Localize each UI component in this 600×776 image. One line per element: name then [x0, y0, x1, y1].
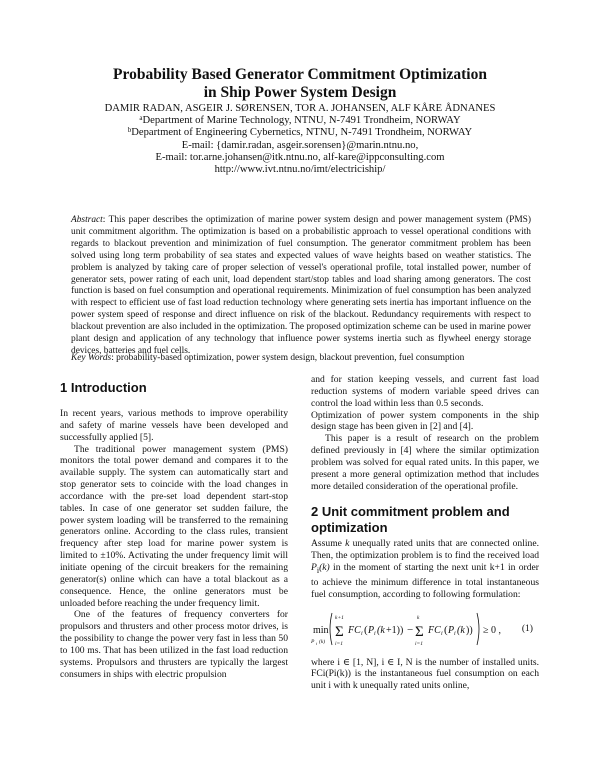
- svg-text:k: k: [417, 614, 420, 621]
- left-column: [60, 380, 288, 680]
- section-1-heading: 1 Introduction: [60, 380, 147, 395]
- affiliation-b: $^b$Department of Engineering Cybernetics, NTNU, N-7491 Trondheim, NORWAY: [127, 126, 473, 138]
- svg-text:k+1: k+1: [335, 614, 344, 621]
- abstract-text: : This paper describes the optimization of marine power system design and power management system (PMS) unit commitment algorithm. The optimization is based on a probabilistic approach to vessel operational conditions with regards to blackout prevention and minimization of fuel consumption. The generator commitment problem has been solved using long term probability of sea states and expected values of wave heights based on weather statistics. The problem is analyzed by taking care of proper selection of vessel's operational profile, total installed power, number of generator sets, power rating of each unit, load dependent start/stop tables and load sharing among generators. The cost function is based on fuel consumption and operational requirements. Minimization of fuel consumption has been analyzed with respect to efficient use of fast load reduction technology where generating sets inertia has important influence on the power system speed of response and direct influence on risk of the blackout. Redundancy requirements with respect to blackout prevention are also included in the optimization. The proposed optimization scheme can be used in marine power plant design and application of any technology that influence power systems inertia such as flywheel energy storage devices, batteries and fuel cells.: [71, 215, 531, 356]
- svg-text:+1)): +1)): [386, 624, 404, 636]
- svg-text:i=1: i=1: [335, 640, 343, 647]
- svg-text:i: i: [374, 630, 376, 637]
- svg-text:−: −: [407, 623, 414, 636]
- paper-title-line2: in Ship Power System Design: [203, 84, 397, 101]
- svg-text:Σ: Σ: [335, 623, 344, 640]
- abstract: [71, 215, 531, 358]
- intro-paragraph-3: One of the features of frequency converters for propulsors and thrusters and other process motor drives, is the possibility to change the power very fast in less than 50 to 100 ms. That has been utilized in the fast load reduction systems. Propulsors and thrusters are typically the largest consumers in ships with electric propulsion: [60, 609, 288, 680]
- equation-1: [311, 607, 539, 651]
- svg-text:P: P: [368, 624, 375, 636]
- right-paragraph-2: Optimization of power system components in the ship design stage has been given in [2] and [4].: [311, 409, 539, 433]
- affiliation-a: $^a$Department of Marine Technology, NTNU, N-7491 Trondheim, NORWAY: [139, 114, 461, 126]
- svg-text:FC: FC: [428, 624, 441, 636]
- email-line-1: E-mail: {damir.radan, asgeir.sorensen}@marin.ntnu.no,: [181, 140, 419, 151]
- keywords-label: Key Words: [71, 353, 112, 363]
- svg-text:min: min: [313, 624, 329, 636]
- svg-text:Σ: Σ: [415, 623, 424, 640]
- section-2-heading: 2 Unit commitment problem and optimization: [311, 504, 510, 536]
- svg-text:≥ 0 ,: ≥ 0 ,: [483, 624, 501, 636]
- svg-text:(: (: [364, 623, 368, 636]
- svg-text:(: (: [444, 623, 448, 636]
- project-url[interactable]: http://www.ivt.ntnu.no/imt/electriciship/: [214, 164, 386, 175]
- svg-text:P: P: [311, 638, 315, 645]
- svg-text:FC: FC: [348, 624, 361, 636]
- svg-text:i: i: [316, 640, 318, 646]
- section-2-paragraph-1: Assume k unequally rated units that are connected online. Then, the optimization problem is to find the received load $P_i(k)$ in the moment of starting the next unit k+1 in order to achieve the minimum difference in total instantaneous fuel consumption, according to following formulation:: [311, 538, 539, 600]
- authors: DAMIR RADAN, ASGEIR J. SØRENSEN, TOR A. JOHANSEN, ALF KÅRE ÅDNANES: [104, 103, 496, 114]
- keywords: [71, 352, 531, 364]
- svg-text:i=1: i=1: [415, 640, 423, 647]
- svg-text:)): )): [466, 624, 473, 636]
- keywords-text: : probability-based optimization, power system design, blackout prevention, fuel consumption: [111, 353, 465, 363]
- abstract-label: Abstract: [71, 215, 103, 225]
- svg-text:i: i: [454, 630, 456, 637]
- svg-text:(k: (k: [457, 624, 465, 636]
- section-2-paragraph-2: where i ∈ [1, N], i ∈ I, N is the number of installed units. FCi(Pi(k)) is the instantaneous fuel consumption on each unit i with k unequally rated units online,: [311, 656, 539, 692]
- svg-text:i: i: [361, 630, 363, 637]
- right-column: [311, 374, 539, 692]
- intro-paragraph-2: The traditional power management system (PMS) monitors the total power demand and compares it to the available supply. The system can automatically start and stop generator sets to coincide with the load changes in accordance with the pre-set load dependent start-stop tables. In case of one generator set sudden failure, the power system loading will be transferred to the remaining generators online. According to the class rules, transient frequency after step load for marine power system is limited to ±10%. Activating the under frequency limit will initiate opening of the circuit breakers for the remaining generator(s) online which can have a total blackout as a consequence. Hence, the online generators must be unloaded before reaching the under frequency limit.: [60, 443, 288, 609]
- svg-text:P: P: [448, 624, 455, 636]
- right-paragraph-3: This paper is a result of research on the problem defined previously in [4] where the similar optimization problem was solved for equal rated units. In this paper, we present a more general optimization method that includes more detailed consideration of the operational profile.: [311, 433, 539, 492]
- equation-1-formula: [311, 607, 511, 651]
- email-line-2: E-mail: tor.arne.johansen@itk.ntnu.no, alf-kare@ippconsulting.com: [155, 152, 445, 163]
- right-paragraph-1: and for station keeping vessels, and current fast load reduction systems of modern variable speed drives can control the load within less than 0.5 seconds.: [311, 374, 539, 409]
- svg-text:i: i: [441, 630, 443, 637]
- svg-text:(k): (k): [319, 638, 326, 645]
- svg-text:(k: (k: [377, 624, 385, 636]
- intro-paragraph-1: In recent years, various methods to improve operability and safety of marine vessels have been developed and successfully applied [5].: [60, 408, 288, 443]
- equation-1-number: (1): [521, 622, 533, 634]
- paper-title-line1: Probability Based Generator Commitment Optimization: [113, 66, 487, 83]
